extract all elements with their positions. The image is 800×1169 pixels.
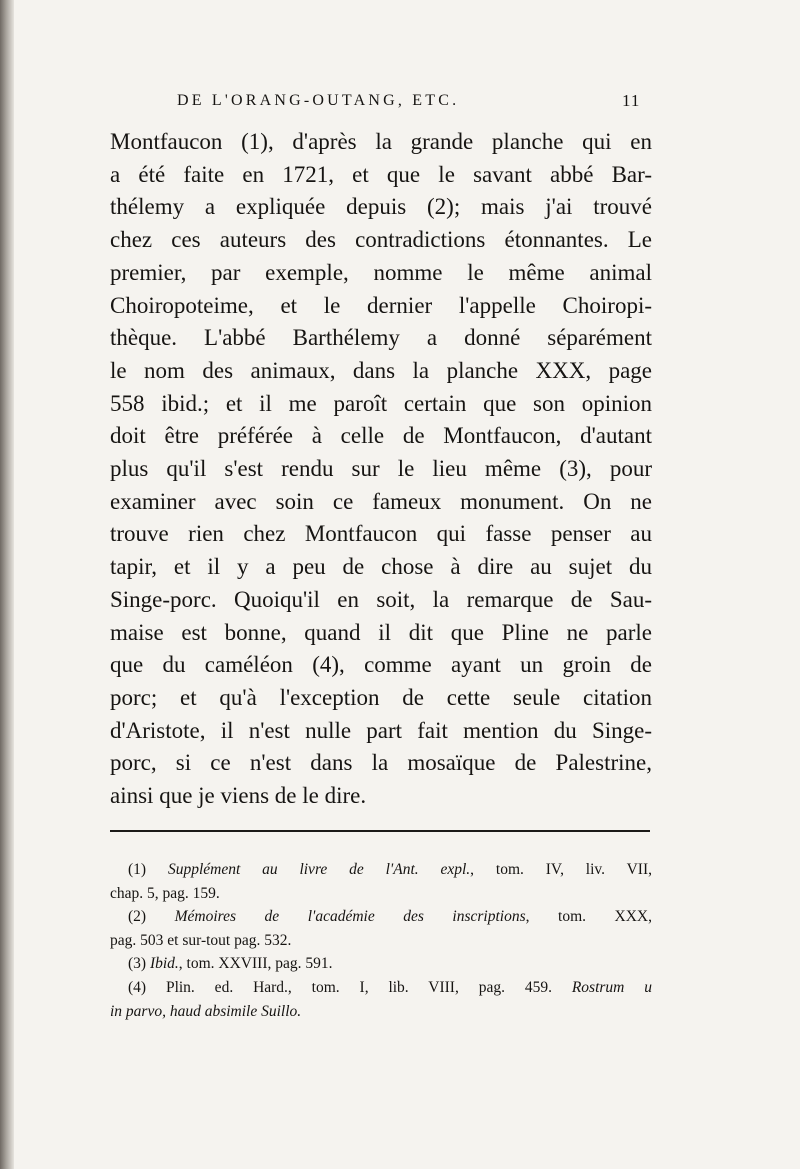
text-line: Choiropoteime, et le dernier l'appelle Choiropi- xyxy=(110,292,652,318)
footnote-title: Ibid. xyxy=(149,955,179,973)
text-line: porc; et qu'à l'exception de cette seule citation xyxy=(110,684,652,710)
footnote-4 xyxy=(110,976,652,1000)
page-binding-shadow xyxy=(0,0,14,1169)
footnote-text: Plin. ed. Hard., tom. I, lib. VIII, pag. 459. xyxy=(165,978,552,996)
footnote-quote: in parvo, haud absimile Suillo. xyxy=(110,1002,302,1020)
footnote-text: , tom. XXX, xyxy=(525,908,652,926)
text-line: a été faite en 1721, et que le savant abbé Bar- xyxy=(110,161,652,187)
text-line: porc, si ce n'est dans la mosaïque de Palestrine, xyxy=(110,750,652,776)
footnote-text: , tom. IV, liv. VII, xyxy=(470,861,652,878)
text-line: que du caméléon (4), comme ayant un groin de xyxy=(110,652,652,678)
footnote-1 xyxy=(110,858,652,882)
footnote-title: Mémoires de l'académie des inscriptions xyxy=(174,908,526,926)
text-line: maise est bonne, quand il dit que Pline ne parle xyxy=(110,619,652,645)
footnote-quote: Rostrum u xyxy=(571,978,652,996)
text-line: plus qu'il s'est rendu sur le lieu même (3), pour xyxy=(110,456,652,482)
body-text xyxy=(110,126,652,813)
text-line: chez ces auteurs des contradictions étonnantes. Le xyxy=(110,227,652,253)
footnote-3 xyxy=(110,952,652,976)
footnote-text: , tom. XXVIII, pag. 591. xyxy=(178,955,333,973)
book-page xyxy=(14,0,800,1169)
text-line: 558 ibid.; et il me paroît certain que son opinion xyxy=(110,390,652,416)
footnotes xyxy=(110,858,652,1023)
footnote-2 xyxy=(110,905,652,929)
text-line: examiner avec soin ce fameux monument. On ne xyxy=(110,488,652,514)
text-line: d'Aristote, il n'est nulle part fait mention du Singe- xyxy=(110,717,652,743)
page-number: 11 xyxy=(622,91,641,110)
footnote-number: (1) xyxy=(128,861,147,878)
footnote-1-continuation: chap. 5, pag. 159. xyxy=(110,884,220,902)
text-line: le nom des animaux, dans la planche XXX, page xyxy=(110,357,652,383)
footnote-title: Supplément au livre de l'Ant. expl. xyxy=(167,861,471,878)
text-line: thélemy a expliquée depuis (2); mais j'ai trouvé xyxy=(110,194,652,220)
footnote-number: (3) xyxy=(128,955,147,973)
text-line: Singe-porc. Quoiqu'il en soit, la remarque de Sau- xyxy=(110,586,652,612)
text-line: Montfaucon (1), d'après la grande planche qui en xyxy=(110,129,652,154)
footnote-divider xyxy=(110,830,650,832)
text-line: premier, par exemple, nomme le même animal xyxy=(110,259,652,285)
text-line: tapir, et il y a peu de chose à dire au sujet du xyxy=(110,554,652,580)
footnote-number: (4) xyxy=(128,978,147,996)
footnote-number: (2) xyxy=(128,908,147,926)
text-line: trouve rien chez Montfaucon qui fasse penser au xyxy=(110,521,652,547)
footnote-2-continuation: pag. 503 et sur-tout pag. 532. xyxy=(110,931,292,949)
text-line: thèque. L'abbé Barthélemy a donné séparément xyxy=(110,325,652,351)
running-head: DE L'ORANG-OUTANG, ETC. xyxy=(177,92,460,109)
text-line: ainsi que je viens de le dire. xyxy=(110,783,367,809)
footnote-4-continuation xyxy=(110,1000,652,1024)
text-line: doit être préférée à celle de Montfaucon, d'autant xyxy=(110,423,652,449)
